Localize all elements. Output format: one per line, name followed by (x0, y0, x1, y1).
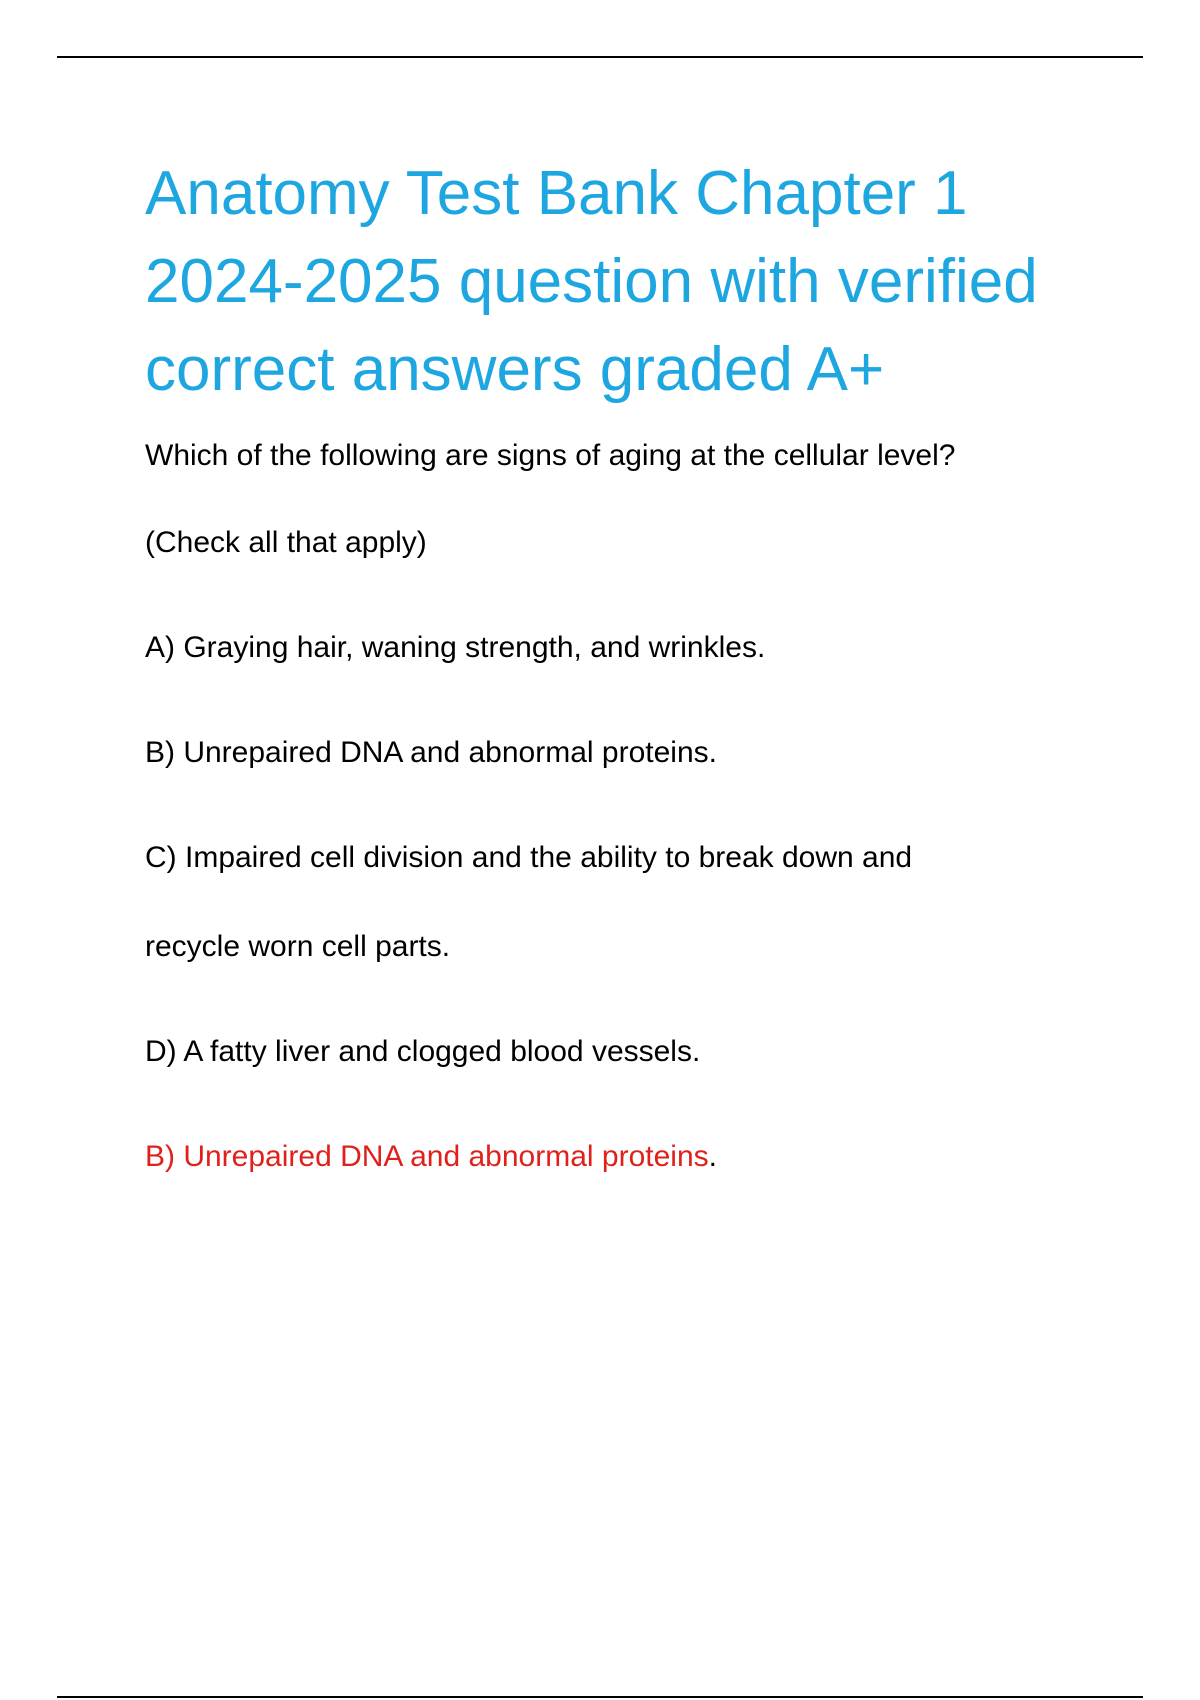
option-c-line-2: recycle worn cell parts. (145, 930, 451, 963)
option-d: D) A fatty liver and clogged blood vessels. (145, 1035, 701, 1068)
document-title: Anatomy Test Bank Chapter 1 2024-2025 question with verified correct answers graded A+ (145, 159, 1038, 404)
document-body (145, 150, 1105, 1187)
question-prompt: Which of the following are signs of aging at the cellular level? (145, 439, 956, 472)
question-instruction: (Check all that apply) (145, 526, 427, 559)
option-a: A) Graying hair, waning strength, and wrinkles. (145, 631, 766, 664)
top-rule (57, 56, 1143, 58)
correct-answer (145, 1127, 1105, 1187)
option-c-line-1: C) Impaired cell division and the ability to break down and (145, 841, 913, 874)
correct-answer-text: B) Unrepaired DNA and abnormal proteins (145, 1140, 709, 1173)
correct-answer-period: . (708, 1140, 717, 1173)
option-b: B) Unrepaired DNA and abnormal proteins. (145, 736, 717, 769)
bottom-rule (57, 1696, 1143, 1698)
